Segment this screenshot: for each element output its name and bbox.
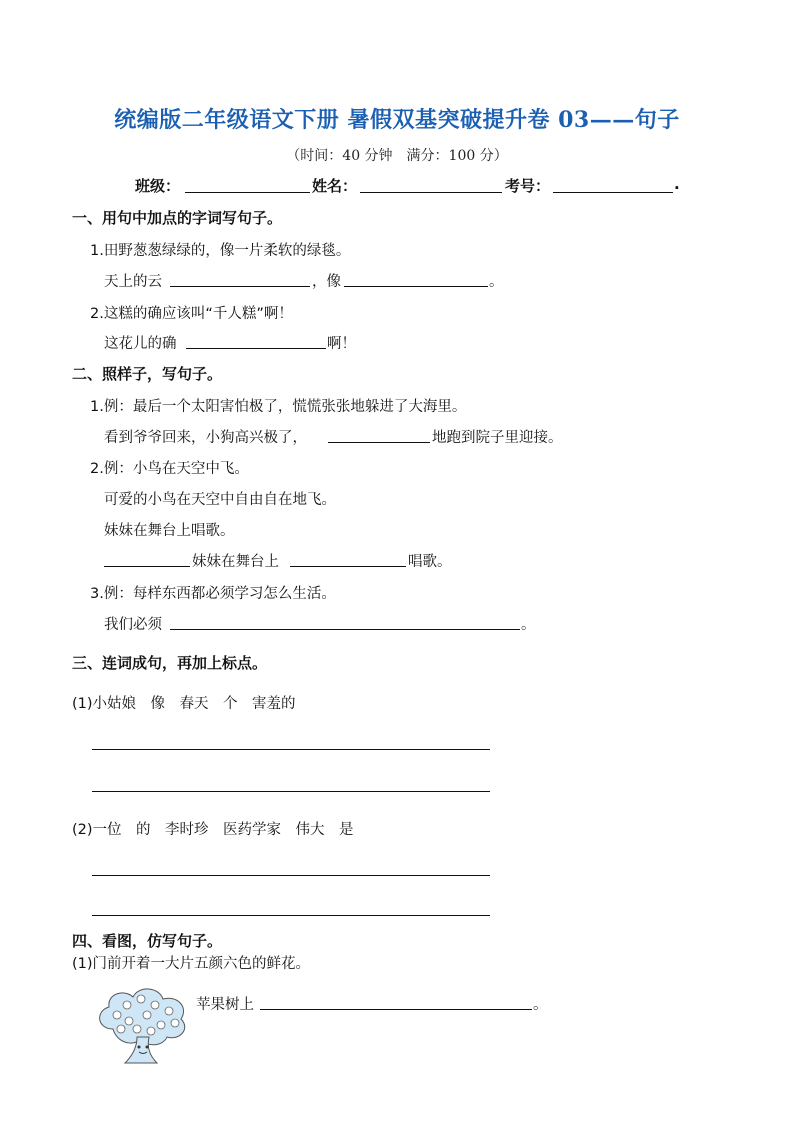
section-4-heading: 四、看图，仿写句子。 [72, 932, 223, 950]
page-title: 统编版二年级语文下册 暑假双基突破提升卷 03——句子 [114, 107, 680, 133]
exam-time-score: （时间：40 分钟 满分：100 分） [286, 148, 508, 164]
s1-q2-blank[interactable] [186, 348, 326, 349]
s2-q2-sentence: 妹妹在舞台上唱歌。 [104, 523, 235, 539]
number-label: 考号： [505, 177, 551, 195]
s1-q1-blank-2[interactable] [344, 286, 488, 287]
s2-q2-end: 唱歌。 [408, 554, 452, 570]
s1-q1-prefix: 天上的云 [104, 274, 162, 290]
s3-question-1: (1)小姑娘 像 春天 个 害羞的 [72, 696, 296, 712]
s4-question-1: (1)门前开着一大片五颜六色的鲜花。 [72, 956, 311, 972]
s3-question-2: (2)一位 的 李时珍 医药学家 伟大 是 [72, 822, 354, 838]
info-end-mark: . [674, 175, 680, 193]
section-3-heading: 三、连词成句，再加上标点。 [72, 654, 268, 672]
s3-q1-answer-line-1[interactable] [92, 749, 490, 750]
s1-q2-prefix: 这花儿的确 [104, 336, 177, 352]
s2-question-3: 3.例：每样东西都必须学习怎么生活。 [90, 586, 336, 602]
s2-q2-blank-2[interactable] [290, 566, 406, 567]
s2-q3-prefix: 我们必须 [104, 617, 162, 633]
s2-q2-middle: 妹妹在舞台上 [192, 554, 279, 570]
number-field[interactable] [553, 192, 673, 193]
s1-question-2: 2.这糕的确应该叫“千人糕”啊！ [90, 306, 293, 322]
apple-tree-illustration [93, 985, 193, 1067]
s4-q1-prefix: 苹果树上 [196, 997, 254, 1013]
class-field[interactable] [185, 192, 310, 193]
s3-q2-answer-line-1[interactable] [92, 875, 490, 876]
s2-q2-blank-1[interactable] [104, 566, 190, 567]
s2-q3-end: 。 [521, 617, 536, 633]
section-1-heading: 一、用句中加点的字词写句子。 [72, 209, 283, 227]
name-field[interactable] [360, 192, 502, 193]
s2-q1-suffix: 地跑到院子里迎接。 [432, 430, 563, 446]
s3-q2-answer-line-2[interactable] [92, 915, 490, 916]
class-label: 班级： [135, 177, 181, 195]
section-2-heading: 二、照样子，写句子。 [72, 365, 223, 383]
s1-question-1: 1.田野葱葱绿绿的，像一片柔软的绿毯。 [90, 243, 351, 259]
s2-q1-prefix: 看到爷爷回来，小狗高兴极了， [104, 430, 307, 446]
s2-q1-blank[interactable] [328, 442, 430, 443]
s1-q1-middle: ，像 [312, 274, 341, 290]
s4-q1-end: 。 [533, 997, 548, 1013]
s2-question-1: 1.例：最后一个太阳害怕极了，慌慌张张地躲进了大海里。 [90, 399, 467, 415]
s2-q2-example: 可爱的小鸟在天空中自由自在地飞。 [104, 492, 336, 508]
s2-q3-blank[interactable] [170, 629, 520, 630]
s1-q1-blank-1[interactable] [170, 286, 310, 287]
s3-q1-answer-line-2[interactable] [92, 791, 490, 792]
s1-q1-end: 。 [489, 274, 504, 290]
s4-q1-blank[interactable] [260, 1009, 532, 1010]
name-label: 姓名： [312, 177, 358, 195]
s1-q2-end: 啊！ [327, 336, 356, 352]
s2-question-2: 2.例：小鸟在天空中飞。 [90, 461, 249, 477]
